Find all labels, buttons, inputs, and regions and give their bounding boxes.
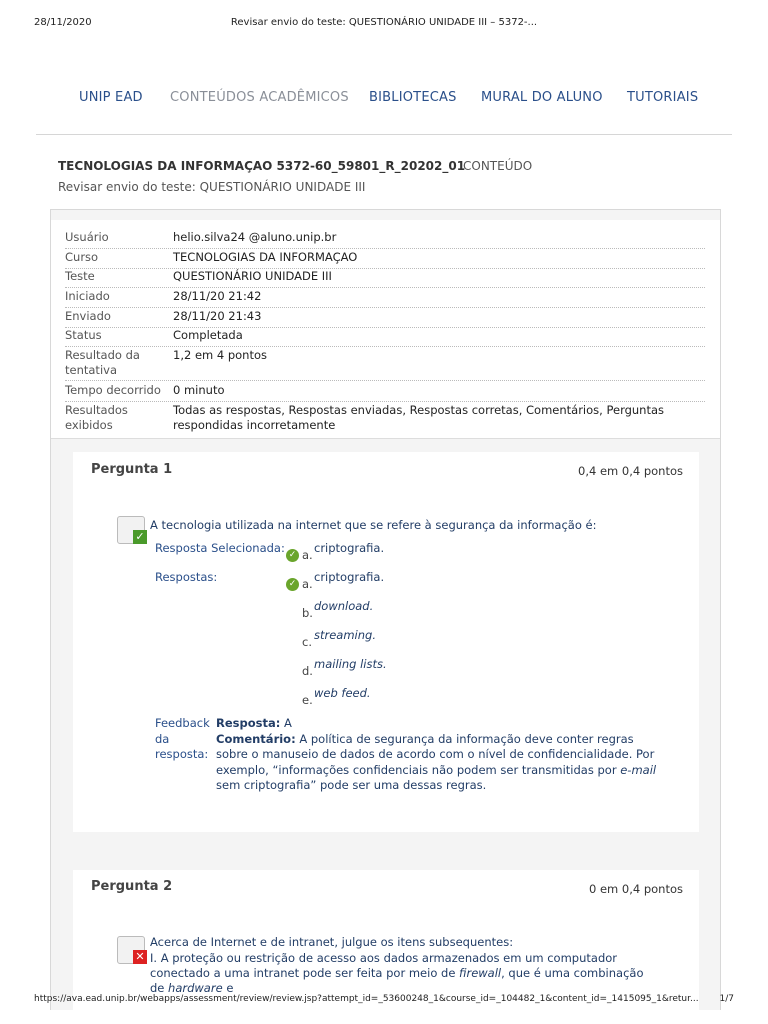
info-row-curso — [65, 250, 705, 269]
info-value: QUESTIONÁRIO UNIDADE III — [173, 269, 332, 283]
option-letter: c. — [302, 635, 312, 649]
info-value: 28/11/20 21:43 — [173, 309, 262, 323]
info-row-resultados-exibidos — [65, 403, 705, 435]
info-row-enviado — [65, 309, 705, 328]
info-label: Curso — [65, 250, 99, 264]
info-label: Tempo decorrido — [65, 383, 161, 397]
print-date: 28/11/2020 — [34, 17, 92, 28]
info-value: Completada — [173, 328, 243, 342]
option-letter: d. — [302, 664, 313, 678]
nav-bibliotecas[interactable]: BIBLIOTECAS — [369, 90, 457, 105]
info-label: Iniciado — [65, 289, 110, 303]
question-points: 0 em 0,4 pontos — [588, 882, 683, 896]
item-text: , que é uma combinação de — [150, 966, 644, 995]
option-text: criptografia. — [314, 541, 385, 555]
info-value: 28/11/20 21:42 — [173, 289, 262, 303]
option-letter: b. — [302, 606, 313, 620]
page-subtitle: Revisar envio do teste: QUESTIONÁRIO UNIDADE III — [58, 180, 366, 194]
answer-option-b — [302, 599, 374, 620]
course-title[interactable]: TECNOLOGIAS DA INFORMAÇAO 5372-60_59801_R_20202_01 — [58, 159, 466, 173]
question-2 — [73, 870, 699, 1010]
answer-option-c — [302, 628, 376, 649]
question-title: Pergunta 1 — [91, 462, 173, 477]
nav-conteudos-academicos[interactable]: CONTEÚDOS ACADÊMICOS — [170, 90, 349, 105]
main-nav — [36, 90, 732, 135]
nav-unip-ead[interactable]: UNIP EAD — [79, 90, 143, 105]
check-icon: ✓ — [286, 549, 299, 562]
x-icon: ✕ — [133, 950, 147, 964]
breadcrumb-conteudo[interactable]: CONTEÚDO — [463, 159, 533, 173]
selected-answer — [302, 541, 385, 562]
option-letter: e. — [302, 693, 313, 707]
print-url: https://ava.ead.unip.br/webapps/assessment/review/review.jsp?attempt_id=_53600248_1&course_id=_104482_1&content_id=_1415095_1&retur... — [34, 994, 699, 1004]
nav-mural-do-aluno[interactable]: MURAL DO ALUNO — [481, 90, 603, 105]
option-letter: a. — [302, 577, 313, 591]
info-row-status — [65, 328, 705, 347]
check-icon: ✓ — [286, 578, 299, 591]
info-label: Resultado da tentativa — [65, 348, 140, 377]
option-text: streaming. — [314, 628, 376, 642]
answer-option-e — [302, 686, 371, 707]
info-label: Enviado — [65, 309, 111, 323]
question-title: Pergunta 2 — [91, 879, 173, 894]
feedback-text — [216, 716, 666, 794]
selected-answer-label: Resposta Selecionada: — [155, 541, 285, 555]
item-em: hardware — [168, 981, 223, 995]
info-value: TECNOLOGIAS DA INFORMAÇAO — [173, 250, 358, 264]
question-text: A tecnologia utilizada na internet que se refere à segurança da informação é: — [150, 518, 597, 532]
answer-option-d — [302, 657, 387, 678]
info-row-teste — [65, 269, 705, 288]
info-row-tempo — [65, 383, 705, 402]
answers-label: Respostas: — [155, 570, 218, 584]
info-row-resultado — [65, 348, 705, 381]
info-label: Resultados exibidos — [65, 403, 128, 432]
option-text: mailing lists. — [314, 657, 387, 671]
option-text: criptografia. — [314, 570, 385, 584]
print-page-number: 1/7 — [719, 994, 734, 1004]
feedback-answer-label: Resposta: — [216, 716, 281, 730]
feedback-comment-label: Comentário: — [216, 731, 296, 746]
feedback-answer: A — [284, 716, 292, 730]
question-status-icon — [117, 936, 147, 964]
option-text: download. — [314, 599, 374, 613]
question-status-icon — [117, 516, 147, 544]
info-row-usuario — [65, 230, 705, 249]
feedback-comment-em: e-mail — [620, 762, 657, 777]
question-points: 0,4 em 0,4 pontos — [578, 464, 683, 478]
info-row-iniciado — [65, 289, 705, 308]
question-text: Acerca de Internet e de intranet, julgue os itens subsequentes: — [150, 935, 514, 949]
answer-option-a — [302, 570, 385, 591]
item-text: I. A proteção ou restrição de acesso aos dados armazenados em um computador conectado a uma intranet pode ser feita por meio de — [150, 951, 618, 980]
info-label: Status — [65, 328, 102, 342]
info-label: Teste — [65, 269, 95, 283]
feedback-comment-end: sem criptografia” pode ser uma dessas regras. — [216, 778, 487, 792]
feedback-comment: A política de segurança da informação deve conter regras sobre o manuseio de dados de acordo com o nível de confidencialidade. Por exemplo, “informações confidenciais não podem ser transmitidas por — [216, 731, 655, 777]
attempt-info — [51, 220, 720, 439]
info-label: Usuário — [65, 230, 109, 244]
info-value: 0 minuto — [173, 383, 225, 397]
item-text: e — [226, 981, 234, 995]
print-title: Revisar envio do teste: QUESTIONÁRIO UNIDADE III – 5372-... — [230, 17, 538, 28]
question-1 — [73, 452, 699, 832]
review-panel — [50, 209, 721, 1010]
check-icon: ✓ — [133, 530, 147, 544]
info-value: helio.silva24 @aluno.unip.br — [173, 230, 337, 244]
option-text: web feed. — [314, 686, 371, 700]
question-item-1 — [150, 951, 650, 996]
info-value: 1,2 em 4 pontos — [173, 348, 268, 362]
info-value: Todas as respostas, Respostas enviadas, Respostas corretas, Comentários, Perguntas respondidas incorretamente — [173, 403, 665, 432]
option-letter: a. — [302, 548, 313, 562]
feedback-label: Feedback da resposta: — [155, 716, 210, 761]
item-em: firewall — [459, 966, 502, 980]
nav-tutoriais[interactable]: TUTORIAIS — [627, 90, 699, 105]
